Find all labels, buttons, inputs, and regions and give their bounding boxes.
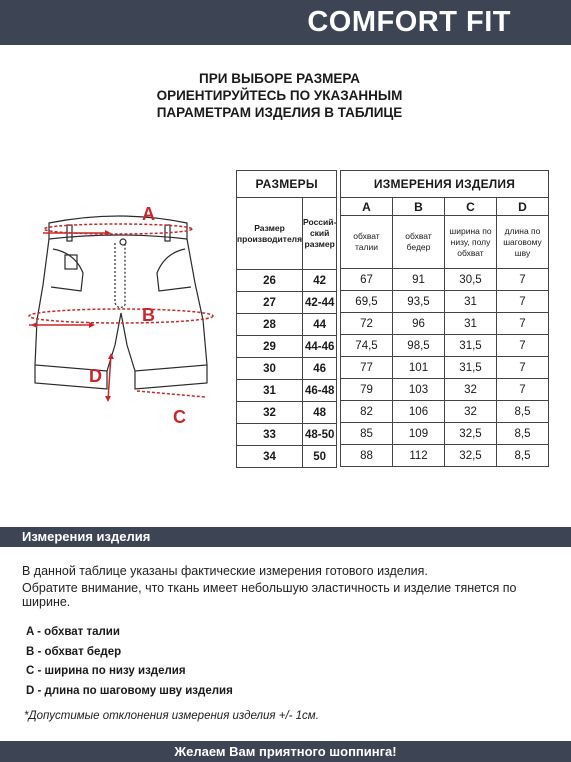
brand-title: COMFORT FIT <box>307 6 511 38</box>
table-cell: 7 <box>497 379 549 401</box>
table-cell: 30 <box>237 358 303 380</box>
table-cell: 8,5 <box>497 423 549 445</box>
table-row <box>237 270 337 292</box>
table-cell: 112 <box>393 445 445 467</box>
table-cell: 32 <box>445 401 497 423</box>
intro-heading <box>0 70 571 121</box>
label-b: B <box>142 305 155 325</box>
table-cell: 69,5 <box>341 291 393 313</box>
table-cell: 31,5 <box>445 335 497 357</box>
table-row <box>237 380 337 402</box>
sizes-table-title: РАЗМЕРЫ <box>237 171 337 198</box>
right-pocket-outline <box>157 249 191 291</box>
shorts-body-outline <box>35 239 207 371</box>
table-cell: 101 <box>393 357 445 379</box>
table-cell: 31 <box>237 380 303 402</box>
table-row <box>237 358 337 380</box>
tolerance-note: *Допустимые отклонения измерения изделия +/- 1см. <box>24 710 319 722</box>
table-cell: 46-48 <box>303 380 337 402</box>
letters-row <box>341 198 549 216</box>
label-d: D <box>89 366 102 386</box>
table-cell: 32 <box>237 402 303 424</box>
table-row <box>237 336 337 358</box>
table-cell: 106 <box>393 401 445 423</box>
table-cell: 44 <box>303 314 337 336</box>
legend-item: A - обхват талии <box>26 626 120 638</box>
table-cell: 91 <box>393 269 445 291</box>
table-row <box>341 291 549 313</box>
column-description: длина по шаговому шву <box>497 216 549 269</box>
table-row <box>341 401 549 423</box>
column-description: ширина по низу, полу обхват <box>445 216 497 269</box>
table-cell: 42 <box>303 270 337 292</box>
table-cell: 67 <box>341 269 393 291</box>
table-cell: 103 <box>393 379 445 401</box>
measure-table <box>340 170 549 467</box>
table-cell: 44-46 <box>303 336 337 358</box>
table-row <box>237 446 337 468</box>
table-row <box>237 314 337 336</box>
table-cell: 48 <box>303 402 337 424</box>
table-cell: 88 <box>341 445 393 467</box>
table-cell: 32,5 <box>445 445 497 467</box>
label-c: C <box>173 407 186 427</box>
table-cell: 27 <box>237 292 303 314</box>
table-row <box>341 313 549 335</box>
table-row <box>341 379 549 401</box>
table-cell: 50 <box>303 446 337 468</box>
table-cell: 31 <box>445 313 497 335</box>
table-cell: 31 <box>445 291 497 313</box>
column-description: обхват талии <box>341 216 393 269</box>
description-line-2: Обратите внимание, что ткань имеет небольшую эластичность и изделие тянется по ширине. <box>22 581 517 609</box>
table-row <box>237 292 337 314</box>
label-a: A <box>142 204 155 224</box>
table-cell: 7 <box>497 335 549 357</box>
table-cell: 32,5 <box>445 423 497 445</box>
table-cell: 28 <box>237 314 303 336</box>
table-row <box>341 357 549 379</box>
table-cell: 8,5 <box>497 401 549 423</box>
sizes-table <box>236 170 337 468</box>
column-letter: B <box>393 198 445 216</box>
intro-line-2: ОРИЕНТИРУЙТЕСЬ ПО УКАЗАННЫМ <box>156 88 403 103</box>
table-row <box>341 423 549 445</box>
intro-line-1: ПРИ ВЫБОРЕ РАЗМЕРА <box>199 71 360 86</box>
column-description: обхват бедер <box>393 216 445 269</box>
legend-item: C - ширина по низу изделия <box>26 665 186 677</box>
intro-line-3: ПАРАМЕТРАМ ИЗДЕЛИЯ В ТАБЛИЦЕ <box>156 105 403 120</box>
table-cell: 85 <box>341 423 393 445</box>
table-cell: 48-50 <box>303 424 337 446</box>
table-cell: 31,5 <box>445 357 497 379</box>
table-cell: 93,5 <box>393 291 445 313</box>
table-cell: 82 <box>341 401 393 423</box>
table-cell: 79 <box>341 379 393 401</box>
section-title: Измерения изделия <box>22 529 151 544</box>
waistband-outline <box>49 216 187 239</box>
table-cell: 32 <box>445 379 497 401</box>
table-row <box>237 424 337 446</box>
footer-text: Желаем Вам приятного шоппинга! <box>174 744 397 759</box>
table-cell: 7 <box>497 357 549 379</box>
table-cell: 42-44 <box>303 292 337 314</box>
legend-item: B - обхват бедер <box>26 645 122 658</box>
table-cell: 29 <box>237 336 303 358</box>
fly-stitch <box>115 243 125 308</box>
table-cell: 74,5 <box>341 335 393 357</box>
description-line-1: В данной таблице указаны фактические измерения готового изделия. <box>22 564 428 578</box>
col-russian-size: Россий-ский размер <box>303 198 337 270</box>
table-cell: 72 <box>341 313 393 335</box>
table-row <box>341 269 549 291</box>
description-row <box>341 216 549 269</box>
section-banner <box>0 527 571 547</box>
shorts-illustration <box>15 195 230 435</box>
table-cell: 30,5 <box>445 269 497 291</box>
table-cell: 8,5 <box>497 445 549 467</box>
col-manufacturer-size: Размер производителя <box>237 198 303 270</box>
legend-item: D - длина по шаговому шву изделия <box>26 684 233 697</box>
table-cell: 77 <box>341 357 393 379</box>
measure-legend <box>26 626 233 704</box>
table-cell: 109 <box>393 423 445 445</box>
table-cell: 7 <box>497 269 549 291</box>
table-row <box>341 335 549 357</box>
table-cell: 26 <box>237 270 303 292</box>
measure-table-title: ИЗМЕРЕНИЯ ИЗДЕЛИЯ <box>341 171 549 198</box>
table-cell: 7 <box>497 313 549 335</box>
column-letter: C <box>445 198 497 216</box>
table-cell: 98,5 <box>393 335 445 357</box>
table-cell: 33 <box>237 424 303 446</box>
top-banner <box>0 0 571 45</box>
table-cell: 34 <box>237 446 303 468</box>
table-row <box>341 445 549 467</box>
footer-banner <box>0 741 571 762</box>
description <box>22 564 552 612</box>
table-row <box>237 402 337 424</box>
shorts-diagram <box>15 195 230 435</box>
table-cell: 46 <box>303 358 337 380</box>
column-letter: A <box>341 198 393 216</box>
column-letter: D <box>497 198 549 216</box>
hem-measure-line <box>137 391 205 397</box>
table-cell: 96 <box>393 313 445 335</box>
table-cell: 7 <box>497 291 549 313</box>
